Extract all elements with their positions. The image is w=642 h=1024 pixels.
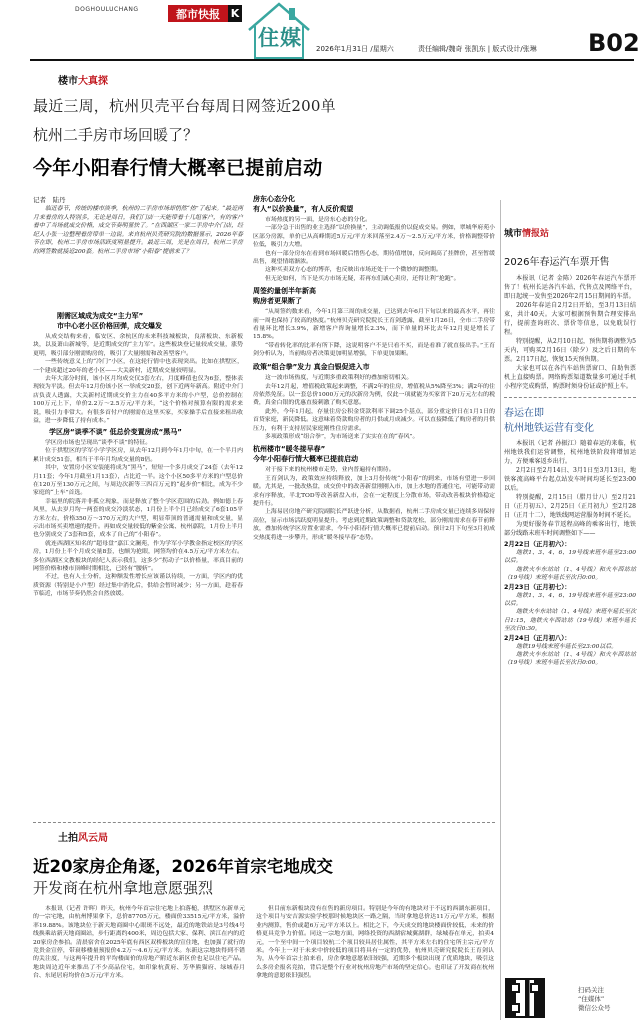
bottom-story-subheadline: 开发商在杭州拿地意愿强烈: [33, 879, 214, 897]
top-story-lead: 临近春节，传统的楼市淡季，杭州的二手房市场却悄然“热”了起来。“最近两月来看房的人特别多，无论是周日，我们门店一天能带看十几组客户，有的客户看中了当场就成交价格，成交节奏明显快了。”在西湖区一家二手房中介门店，经纪人小张一边整理看房带单一边说。来自杭州贝壳研究院的数据显示，2026年春节在即，杭州二手房市场活跃度明显提升。最近三周，光是在周日，杭州二手房的网签数就接近200套。杭州二手房市场“小阳春”提前来了？: [33, 206, 243, 255]
paragraph: 这种买卖双方心态的博弈，也反映出市场还处于一个微妙的调整期。: [265, 267, 442, 274]
paragraph: 就连西湖区知名的“超母盘”嘉江文澜苑，作为学军小学教金指定校区的学区房，1月份上半个月成交量8套，也颇为抢眼，网签均价在4.5万元/平方米左右。多位西湖区文教板块的经纪人表示我们，这多少“拐动子”以价格量，率真目前的网签价格和楼市顶峰时期相比，已经有“腰斩”。: [33, 540, 243, 573]
schedule-line: 地铁火车东站站（1、4号线）和火车西站站（19号线）末班车延长至次日0:00。: [504, 566, 636, 582]
paragraph: 此外，今年1月起，存量住房公积金贷款利率下调25个基点，部分重定价日在1月1日的首贷家庭，新民降低。这意味着贷款购房者的月供或月成减少。可以直接降低了购房者的月供压力，有利于支持居民家庭刚性住房需求。: [253, 408, 495, 432]
paragraph: 去年大部分时间，该小区月均成交仅3套左右，月度峰值也仅为6套，整体表现较为平淡。但去年12月份该小区一举成交20套，创下近两年新高。附近中介门店负责人透露，大关新村近期成交价主力在40多平方米的小户型，总价控制在100万元上下，单价2.2万～2.5万元/平方米，“这个价格对预算有限的需求来说，吸引力非常大。有很多首付户的刚需在这里买家，买家操手后直接来租出收益，进一步降低了持有成本。”: [33, 376, 243, 425]
sidebar-story-1-headline: 2026年春运汽车票开售: [504, 257, 610, 268]
top-story-column-2: [253, 195, 495, 542]
paragraph: 位于拱墅区的学军小学学区房，从去年12月到今年1月中旬，在一个半月内累计成交51套，相当于半年月均成交量的8倍。: [33, 448, 243, 463]
top-story-byline: 记者 陆丹: [33, 196, 66, 204]
schedule-line: 地铁19号线末班车延长至23:00以后。: [516, 643, 618, 650]
schedule-line: 地铁火车东站站（1、4号线）末班车延长至次日1:15，地铁火车西站站（19号线）末班车延长至次日0:30。: [504, 609, 636, 633]
paragraph: 市场热度的另一面，是房东心态的分化。: [265, 217, 372, 223]
sidebar-divider: [500, 200, 501, 1020]
page-number: B02: [588, 29, 640, 57]
paragraph: 多项政策形成“组合拳”，为市场送来了实实在在的“春风”。: [265, 434, 419, 441]
paragraph: 本报讯（记者 孙振江）随着春运的来临，杭州地铁我们运营调整，杭州地铁阶段将增加运力，方便乘客返乡出行。: [504, 440, 636, 465]
masthead: [0, 0, 642, 66]
top-story-column-1: [33, 312, 243, 599]
paragraph: 去年12月起，增值税政策起来调整，不满2年的住房，增值税从5%降至3%；满2年的住房依然免征。以一套总价1000万元的次新房为例，仅此一项就能为买家省下20万元左右的税费，真金白银的优惠直接刺激了购买意愿。: [253, 383, 495, 407]
masthead-date: 2026年1月31日 /星期六: [316, 45, 394, 53]
paragraph: 大家也可以在各汽车站售票窗口、自助售票机上直接购票。网络购票渠道数量多可通过手机小程序完成购票，购票时须身份证或护照上车。: [504, 365, 636, 390]
paragraph: 这一波市场热度，与近期多重政策利好的叠加密切相关。: [265, 375, 413, 382]
bottom-story-column-1: 本报讯（记者 许晖）昨天，杭州今年首宗住宅地上拍落槌，拱墅区东新单元的一宗宅地，由杭州博果拿下，总价87705万元，楼面价33515元/平方米，溢价率19.88%。该地块位于新天地商圈中心眼斑不远处，最近的地铁站是3号线4号线换乘站新天地商圈站，步行距离约400米，周边包括大家、保利、滨江在内的近20家房企参拍。清晨宿舍在2025年底有西区双桥板块的宣住地，也加强了就行的竞贵金宣停，带衰移楼量预报价4.2万～4.6万元/平方米。东新这宗地块得到不错的关注度，与这两年提升的平均楼面价的房地产附近东新区价也足以住宅产品。地块周边近年来推出了不少高品位宅，如印象杭黄府、芳华熊猫府、绿城春月台、东尾居府均价在5万元/平方米。: [33, 906, 245, 980]
subhead-buyers-decisive: 购房者更果断了: [253, 296, 302, 305]
subhead-price-for-volume: 有人“以价换量”，有人反价观望: [253, 204, 354, 213]
bottom-story-section-tag: 土拍风云局: [58, 833, 108, 844]
paragraph: 王育剑认为，政策效应持续释放，加上3月份传统“小阳春”的到来，市场有望进一步回暖。尤其是，一批改热盘，成交价中的改善新盘刚刚入市，加上水地的普通住宅，可能带动需求有序释放，半北TOD等改善新盘入市，会在一定程度上分散市场，带动改善板块价格稳定提升行。: [253, 475, 495, 508]
top-story-headline-1: 最近三周，杭州贝壳平台每周日网签近200单: [33, 97, 336, 115]
subhead-warm-winter: 杭州楼市“暖冬接早春”: [253, 445, 326, 454]
paragraph: 也有一部分房东在看到市场回暖后惜售心态，期待值增加，反向调高了挂牌价，甚至暂缓出售，观望情绪渐浓。: [253, 250, 495, 266]
masthead-editors: 责任编辑/魏奇 张凯东 | 版式设计/张琳: [418, 45, 537, 53]
paragraph: 其中，安置房小区安装能将成为“黑马”，短短一个多月成交了24套（去年12月11套；今年1月截至1月13套），占比近一半。这个小区50多平方米的户型总价在120万至130万元之间，与周边次新等三四百万元的“起步价”相比，成为不少家庭的“上车”首选。: [33, 465, 243, 497]
paragraph: 特别提醒，从2月10日起，预售期将调整为5天内，可购买2月16日（除夕）及之后日期的车票。2月17日起，恢复15天预售期。: [504, 338, 636, 363]
masthead-brand: 都市快报: [176, 7, 220, 21]
subhead-old-communities: 市中心老小区价格回弹，成交爆发: [57, 321, 162, 330]
paragraph: 不过，也有人士分析，这种额发性增长应该谨以待续，一方面，学区内的优质资源（特别是小户型）经过集中消化后，供给会暂时减少；另一方面，趁着春节临近，市场节奏仍然会自然放缓。: [33, 574, 243, 598]
subhead-spring-started: 今年小阳春行情大概率已提前启动: [253, 454, 358, 463]
schedule-line: 地铁1、3、4、6、19号线末班车延至23:00以后。: [504, 550, 636, 565]
bottom-story-headline: 近20家房企角逐，2026年首宗宅地成交: [33, 857, 333, 876]
paragraph: 一些传统意义上的“冷门”小区，在这轮行情中也表现突出。比如在拱墅区，一个建成超过20年的老小区——大关新村，近期成交量较明显。: [33, 359, 243, 374]
masthead-brand-mark: K: [228, 5, 242, 22]
bottom-story-separator: [33, 822, 495, 823]
subhead-landlord-mindset: 房东心态分化: [253, 195, 295, 203]
subhead-policy-combo: 政策“组合拳”发力 真金白银促进入市: [253, 362, 370, 371]
paragraph: 对于接下来的杭州楼市走势，业内普遍持有期待。: [265, 467, 395, 474]
paragraph: “从周签约数来看，今年1月第三周的成交量，已达到去年6月下旬以来的最高水平，再往前一周也保持了较高的热度。”杭州贝壳研究院院长王育剑透露，截至1月26日，全市二手房带看量环比增长3.9%，新增客户咨询量增长2.3%，而下单量的环比去年12月更是增长了15.8%。: [253, 309, 495, 341]
schedule-day-3: 2月24日（正月初八）：: [504, 634, 571, 642]
sidebar-section-tag: 城市情报站: [504, 229, 550, 239]
subhead-weekly-signings: 周签约量创半年新高: [253, 287, 316, 296]
schedule-day-1: 2月22日（正月初六）：: [504, 541, 571, 548]
paragraph: 2月2日至2月14日、3月1日至3月13日，地铁客流高峰平台起点站发车时间均延长至23:00以后。: [504, 467, 636, 492]
masthead-brand-logo: [168, 5, 228, 22]
paragraph: 特别提醒，2月15日（腊月廿八）至2月21日（正月初五）、2月25日（正月初九）至2月28日（正月十二），地铁线网运营服务时间不延长。: [504, 494, 636, 519]
top-story-main-headline: 今年小阳春行情大概率已提前启动: [33, 157, 323, 179]
paragraph: 但无论如何，当下是买方市场无疑，若再东们诚心卖房，还得让利“抢跑”。: [265, 275, 460, 282]
sidebar-separator: [504, 397, 636, 398]
paragraph: 从成交结构来看，临安区、余杭区的未来科技城板块，良渚板块、东新板块，以及萧山新城等，是近期成交的“主力军”。这些板块登记量较成交量，涨势更明，吸引部分刚需购房的，吸引了大量刚需和改善型客户。: [33, 334, 243, 357]
paragraph: 幸福里的院落并非孤立现象，而是释放了整个学区范围的后劲。例如德上春风里，从去岁月均一两套的成交冷淡状态，1月份上半个月已经成交了6套105平方米左右，价格350万～370万元的大户型，明显带顶的普通需量和成交量，显示出市场买卖增速的提升。再如成交量较低的紫金公寓、杭州嘉院，1月份上半月也分别成交了3套和5套，成本了自己的“小阳春”。: [33, 498, 243, 539]
paragraph: 学区房市场也呈现出“谈季不谈”的特征。: [45, 439, 152, 446]
top-story-section-tag: 楼市大真探: [58, 76, 108, 87]
subhead-school-district: 学区房“谈季不谈” 低总价变置房成“黑马”: [49, 428, 182, 437]
bottom-story-column-2: 但目前东新板块没有在售的新房项目。特别是今年的有地块对于不远的西湖东新项目，这个项目与安吉源实验学校那时候地块区一路之隔，当时拿地总价达11万元/平方米，根据业内测算，售价或超6万元/平方米以上。相比之下，今天成交的地块楼面价较低，未来的价格更具竞争力价值。同这一宗地方面，网络投资的西湖宿城翼湖群，绿城春在单元，拍卖4元，一个至中间一个项目较杭二个项目较具居住属性，其平方米左右的住宅所主宗元/平方米。今年上一对于未来中价较低的项目将具有一定的优势，杭州贝壳研究院院长王育剑认为，从今年首宗土拍来看，房企拿地意愿依旧较强，近期多个板块出现了优质地块，吸引这么多房企报名竞拍，背后是整个行业对杭州房地产市场的坚定信心。也印证了开发商在杭州拿地的意愿依旧强烈。: [256, 906, 494, 980]
sidebar-story-2-headline-2: 杭州地铁运营有变化: [504, 423, 594, 434]
sidebar: [504, 226, 636, 668]
paragraph: 本报讯（记者 金陈）2026年春运汽车票开售了！杭州长运各汽车站、代售点及网络平台，即日起统一发售至2026年2月15日期间的车票。: [504, 275, 636, 300]
top-story-headline-2: 杭州二手房市场回暖了？: [33, 126, 199, 144]
schedule-line: 地铁火车东站站（1、4号线）和火车西站站（19号线）末班车延长至次日0:00。: [504, 652, 636, 667]
subhead-rigid-demand: 刚需区域成为成交“主力军”: [57, 312, 144, 320]
qr-code[interactable]: [505, 978, 545, 1018]
masthead-code: DOGHOULUCHANG: [75, 6, 139, 13]
masthead-logo-text: 住媒: [258, 26, 302, 50]
schedule-line: 地铁1、3、4、6、19号线末班车延至23:00以后。: [504, 592, 636, 608]
paragraph: 2026年春运自2月2日开始，至3月13日结束，共计40天。大家可根据预售期合理安排出行，提前查询班次、票价等信息，以免耽误行程。: [504, 302, 636, 336]
paragraph: “带看转化率的比率有所下降，这说明客户不是只看不买，而是看准了就直接出手。”王育剑分析认为，当前购房者决策更加明显增强，下单更加果断。: [253, 342, 495, 358]
paragraph: 为更好服务春节返程高峰的乘客出行，地铁部分线路末班车时间调整如下——: [504, 521, 636, 537]
paragraph: 上海易居房地产研究院副院长严跃进分析，从数据看，杭州二手房成交量已连续多周保持高位，显示市场活跃度明显提升。考虑到近期政策调整和贷款宽松，部分刚需需求在春节前释放，叠加传统学区房置业需求，今年小阳春行情大概率已提前启动。预计2月下旬至3月初成交热度将进一步攀升，形成“暖冬接早春”态势。: [253, 509, 495, 541]
masthead-rule: [30, 59, 634, 61]
sidebar-story-2-headline-1: 春运在即: [504, 408, 544, 419]
paragraph: 一部分急于出售的业主选择“以价换量”，主动调低报价以促成交易。例如，翠城华府苑小区部分房源，单价已从高峰期近5万元/平方米回落至2.4万～2.5万元/平方米，价格调整带价位低，吸引力大增。: [253, 225, 495, 249]
schedule-day-2: 2月23日（正月初七）：: [504, 583, 571, 591]
qr-caption: 扫码关注 “住媒体” 微信公众号: [578, 986, 611, 1012]
